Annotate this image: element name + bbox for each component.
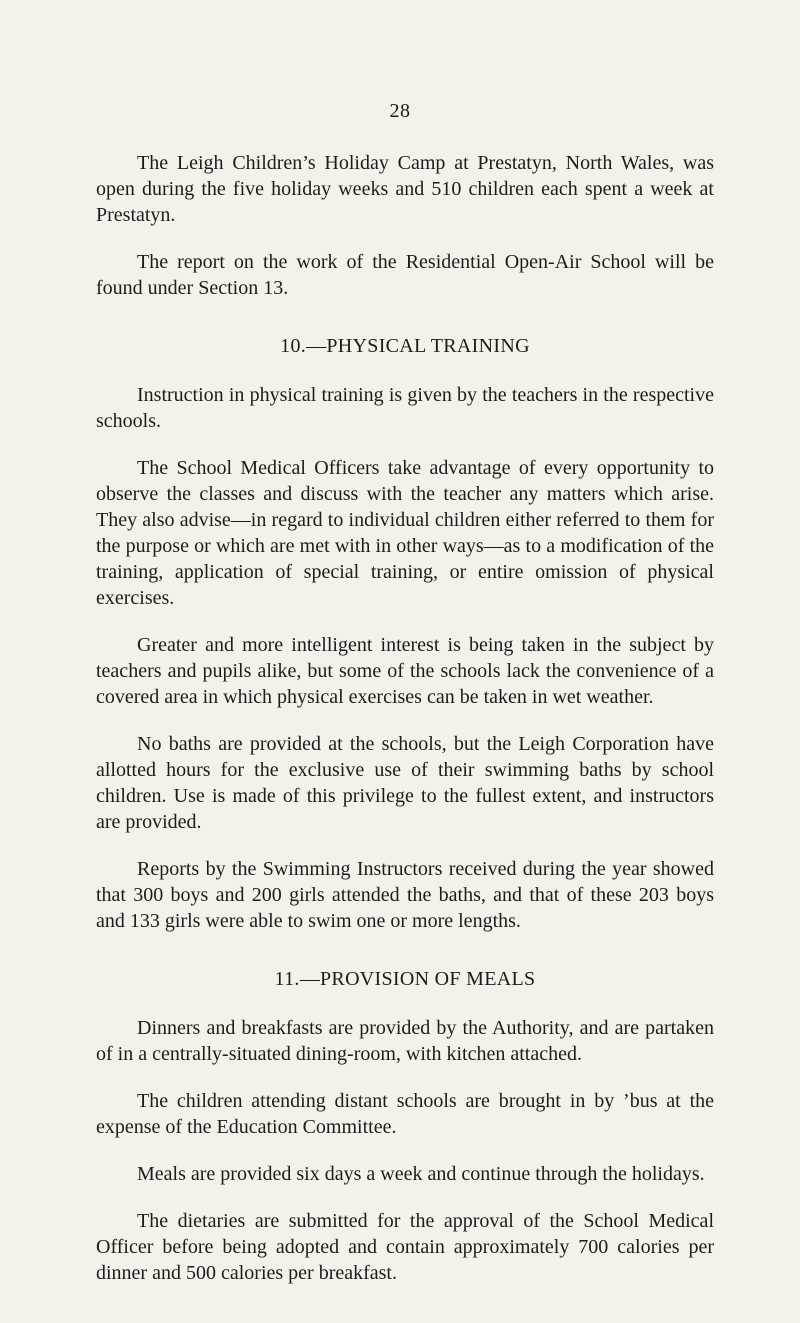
paragraph-meals-days: Meals are provided six days a week and continue through the holidays.: [137, 1163, 705, 1185]
paragraph-dinners-breakfasts: Dinners and breakfasts are provided by the Authority, and are partaken of in a centrally-situated dining-room, with kitchen attached.: [96, 1017, 714, 1065]
section-heading-physical-training: 10.—PHYSICAL TRAINING: [280, 335, 530, 357]
paragraph-instruction: Instruction in physical training is given by the teachers in the respective schools.: [96, 384, 714, 432]
section-heading-provision-of-meals: 11.—PROVISION OF MEALS: [274, 968, 536, 990]
paragraph-greater-interest: Greater and more intelligent interest is being taken in the subject by teachers and pupils alike, but some of the schools lack the convenience of a covered area in which physical exercises can be taken in wet weather.: [96, 634, 714, 708]
paragraph-medical-officers: The School Medical Officers take advantage of every opportunity to observe the classes and discuss with the teacher any matters which arise. They also advise—in regard to individual children either referred to them for the purpose or which are met with in other ways—as to a modification of the training, application of special training, or entire omission of physical exercises.: [96, 457, 714, 609]
paragraph-distant-schools: The children attending distant schools are brought in by ’bus at the expense of the Education Committee.: [96, 1090, 714, 1138]
page-number: 28: [389, 100, 411, 122]
paragraph-holiday-camp: The Leigh Children’s Holiday Camp at Prestatyn, North Wales, was open during the five holiday weeks and 510 children each spent a week at Prestatyn.: [96, 152, 714, 226]
paragraph-baths: No baths are provided at the schools, but the Leigh Corporation have allotted hours for the exclusive use of their swimming baths by school children. Use is made of this privilege to the fullest extent, and instructors are provided.: [96, 733, 714, 833]
document-body: [96, 150, 714, 1307]
paragraph-swimming-reports: Reports by the Swimming Instructors received during the year showed that 300 boys and 200 girls attended the baths, and that of these 203 boys and 133 girls were able to swim one or more lengths.: [96, 858, 714, 932]
paragraph-open-air-school: The report on the work of the Residential Open-Air School will be found under Section 13.: [96, 251, 714, 299]
paragraph-dietaries: The dietaries are submitted for the approval of the School Medical Officer before being adopted and contain approximately 700 calories per dinner and 500 calories per breakfast.: [96, 1210, 714, 1284]
